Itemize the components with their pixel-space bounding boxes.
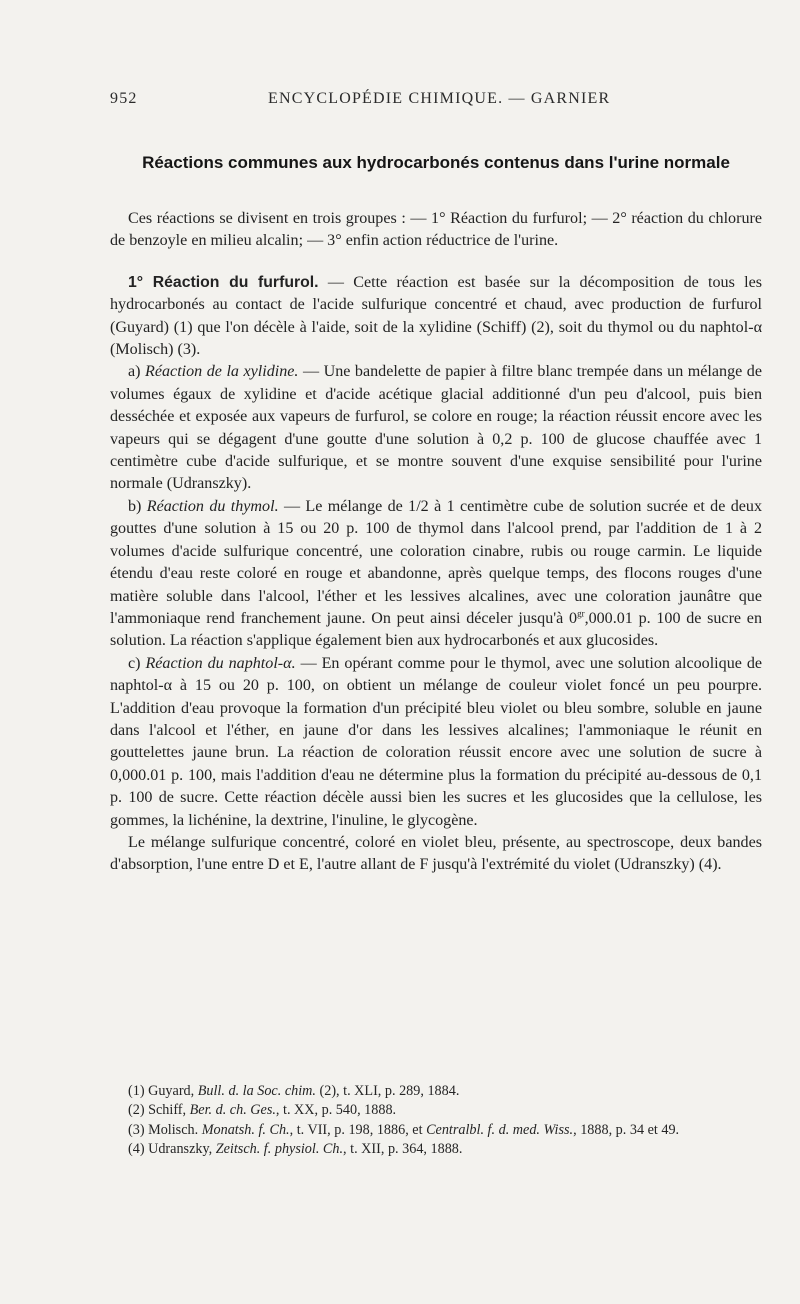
- gram-unit: gr: [577, 608, 585, 619]
- footnote-2: (2) Schiff, Ber. d. ch. Ges., t. XX, p. 540, 1888.: [128, 1102, 397, 1119]
- thymol-text-end: ,000.01 p. 100 de sucre en solution. La réaction s'applique également bien aux hydrocarbonés et aux glucosides.: [110, 609, 762, 650]
- footnotes: [110, 1082, 762, 1160]
- furfurol-text: — Cette réaction est basée sur la décomposition de tous les hydrocarbonés au contact de l'acide sulfurique concentré et chaud, avec production de furfurol (Guyard) (1) que l'on décèle à l'aide, soit de la xylidine (Schiff) (2), soit du thymol ou du naphtol-α (Molisch) (3).: [110, 273, 763, 359]
- xylidine-heading: Réaction de la xylidine.: [145, 363, 299, 381]
- intro-paragraph: Ces réactions se divisent en trois groupes : — 1° Réaction du furfurol; — 2° réaction du chlorure de benzoyle en milieu alcalin; — 3° enfin action réductrice de l'urine.: [110, 210, 762, 250]
- naphtol-label: c): [128, 654, 146, 672]
- page-number: 952: [110, 90, 138, 107]
- running-title: ENCYCLOPÉDIE CHIMIQUE. — GARNIER: [268, 90, 611, 107]
- page-header: [110, 90, 765, 114]
- naphtol-text: — En opérant comme pour le thymol, avec une solution alcoolique de naphtol-α à 15 ou 20 p. 100, on obtient un mélange de couleur violet foncé un peu pourpre. L'addition d'eau provoque la formation d'un précipité bleu violet ou bleu sombre, soluble en jaune dans l'alcool et l'éther, en jaune d'or dans les lessives alcalines; l'ammoniaque le réunit en gouttelettes jaune brun. La réaction de coloration réussit encore avec une solution de sucre à 0,000.01 p. 100, mais l'addition d'eau ne détermine plus la formation du précipité au-dessous de 0,1 p. 100 de sucre. Cette réaction décèle aussi bien les sucres et les glucosides que la cellulose, les gommes, la lichénine, la dextrine, l'inuline, le glycogène.: [110, 654, 763, 829]
- thymol-text: — Le mélange de 1/2 à 1 centimètre cube de solution sucrée et de deux gouttes d'une solution à 15 ou 20 p. 100 de thymol dans l'alcool prend, par l'addition de 1 à 2 volumes d'acide sulfurique concentré, une coloration cinabre, rubis ou rouge carmin. Le liquide étendu d'eau reste coloré en rouge et abandonne, après quelque temps, des flocons rouges d'une matière soluble dans l'alcool, l'éther et les lessives alcalines, avec une coloration jaunâtre que l'ammoniaque rend franchement jaune. On peut ainsi déceler jusqu'à 0: [110, 497, 762, 627]
- spectroscope-paragraph: Le mélange sulfurique concentré, coloré en violet bleu, présente, au spectroscope, deux bandes d'absorption, l'une entre D et E, l'autre allant de F jusqu'à l'extrémité du violet (Udranszky) (4).: [110, 833, 762, 874]
- furfurol-heading: 1° Réaction du furfurol.: [128, 273, 319, 291]
- section-title: Réactions communes aux hydrocarbonés contenus dans l'urine normale: [142, 153, 730, 172]
- thymol-paragraph: [110, 496, 762, 653]
- xylidine-text: — Une bandelette de papier à filtre blanc trempée dans un mélange de volumes égaux de xylidine et d'acide acétique glacial additionné d'un peu d'alcool, puis bien desséchée et exposée aux vapeurs de furfurol, se colore en rouge; la réaction réussit encore avec les vapeurs qui se dégagent d'une goutte d'une solution à 0,2 p. 100 de glucose chauffée avec 1 centimètre cube d'acide sulfurique, et se montre souvent d'une exquise sensibilité pour l'urine normale (Udranszky).: [110, 363, 762, 493]
- furfurol-paragraph: [110, 272, 762, 362]
- xylidine-paragraph: [110, 361, 762, 495]
- thymol-heading: Réaction du thymol.: [146, 497, 279, 515]
- naphtol-paragraph: [110, 653, 762, 832]
- footnote-3: (3) Molisch. Monatsh. f. Ch., t. VII, p. 198, 1886, et Centralbl. f. d. med. Wiss., 1888, p. 34 et 49.: [128, 1121, 680, 1138]
- thymol-label: b): [128, 497, 147, 515]
- body-text: [110, 208, 762, 877]
- xylidine-label: a): [128, 363, 146, 381]
- footnote-1: (1) Guyard, Bull. d. la Soc. chim. (2), t. XLI, p. 289, 1884.: [128, 1083, 460, 1099]
- footnote-4: (4) Udranszky, Zeitsch. f. physiol. Ch., t. XII, p. 364, 1888.: [128, 1141, 463, 1158]
- naphtol-heading: Réaction du naphtol-α.: [145, 654, 296, 672]
